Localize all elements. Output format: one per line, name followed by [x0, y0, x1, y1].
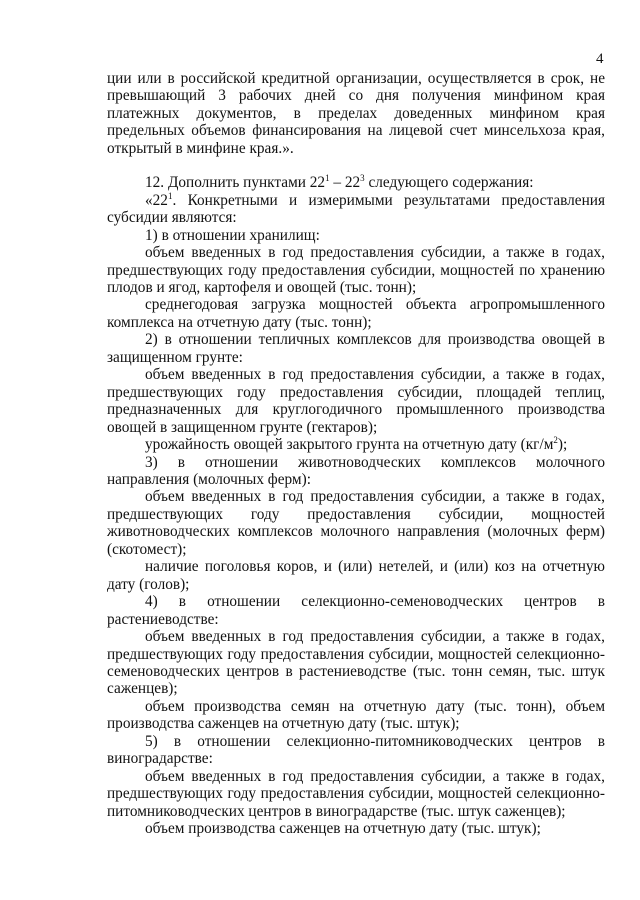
paragraph-p15 — [107, 698, 605, 733]
paragraph-p8 — [107, 366, 605, 436]
text-segment: объем введенных в год предоставления субсидии, а также в годах, предшествующих году предоставления субсидии, мощностей животноводческих комплексов молочного направления (молочных ферм) (скотомест); — [107, 488, 605, 558]
superscript: 1 — [325, 173, 330, 184]
text-segment: урожайность овощей закрытого грунта на отчетную дату (кг/м — [145, 436, 554, 454]
paragraph-p12 — [107, 558, 605, 593]
paragraph-p17 — [107, 768, 605, 820]
paragraph-p11 — [107, 488, 605, 558]
paragraph-p10 — [107, 454, 605, 489]
text-segment: ); — [557, 436, 568, 454]
paragraph-p3 — [107, 192, 605, 227]
text-segment: 3) в отношении животноводческих комплексов молочного направления (молочных ферм): — [107, 453, 605, 488]
text-segment: объем введенных в год предоставления субсидии, а также в годах, предшествующих году предоставления субсидии, мощностей селекционно-питомниководческих центров в виноградарстве (тыс. штук саженцев); — [107, 767, 605, 820]
text-segment: 5) в отношении селекционно-питомниководческих центров в виноградарстве: — [107, 732, 605, 768]
paragraph-p4 — [107, 227, 605, 244]
text-segment: 2) в отношении тепличных комплексов для производства овощей в защищенном грунте: — [107, 331, 605, 366]
text-segment: – 22 — [329, 174, 361, 192]
text-segment: . Конкретными и измеримыми результатами предоставления субсидии являются: — [107, 191, 605, 227]
text-segment: среднегодовая загрузка мощностей объекта агропромышленного комплекса на отчетную дату (тыс. тонн); — [107, 296, 605, 331]
text-segment: объем производства саженцев на отчетную дату (тыс. штук); — [145, 820, 541, 838]
superscript: 1 — [167, 190, 173, 201]
paragraph-p2 — [107, 174, 605, 191]
text-segment: объем введенных в год предоставления субсидии, а также в годах, предшествующих году предоставления субсидии, мощностей селекционно-семеноводческих центров в растениеводстве (тыс. тонн семян, тыс. штук саженцев); — [107, 628, 605, 698]
paragraph-p6 — [107, 296, 605, 331]
text-segment: объем введенных в год предоставления субсидии, а также в годах, предшествующих году предоставления субсидии, мощностей по хранению плодов и ягод, картофеля и овощей (тыс. тонн); — [107, 244, 605, 296]
text-segment: наличие поголовья коров, и (или) нетелей, и (или) коз на отчетную дату (голов); — [107, 558, 605, 593]
paragraph-p1 — [107, 70, 605, 157]
paragraph-p5 — [107, 244, 605, 296]
text-segment: 12. Дополнить пунктами 22 — [145, 174, 326, 192]
document-body — [107, 70, 605, 837]
text-segment: 1) в отношении хранилищ: — [145, 226, 320, 244]
page-number: 4 — [596, 51, 604, 67]
paragraph-p7 — [107, 331, 605, 366]
text-segment: «22 — [145, 191, 168, 209]
paragraph-p18 — [107, 820, 605, 837]
superscript: 3 — [360, 173, 365, 184]
paragraph-p9 — [107, 436, 605, 453]
text-segment: объем производства семян на отчетную дату (тыс. тонн), объем производства саженцев на отчетную дату (тыс. штук); — [107, 697, 605, 733]
text-segment: объем введенных в год предоставления субсидии, а также в годах, предшествующих году предоставления субсидии, площадей теплиц, предназначенных для круглогодичного промышленного производства овощей в защищенном грунте (гектаров); — [107, 366, 605, 436]
paragraph-p16 — [107, 733, 605, 768]
text-segment: ции или в российской кредитной организации, осуществляется в срок, не превышающий 3 рабочих дней со дня получения минфином края платежных документов, в пределах доведенных минфином края предельных объемов финансирования на лицевой счет минсельхоза края, открытый в минфине края.». — [107, 70, 605, 157]
superscript: 2 — [553, 435, 558, 446]
paragraph-p13 — [107, 593, 605, 628]
paragraph-p14 — [107, 628, 605, 698]
text-segment: следующего содержания: — [364, 174, 534, 192]
text-segment: 4) в отношении селекционно-семеноводческих центров в растениеводстве: — [107, 593, 605, 628]
